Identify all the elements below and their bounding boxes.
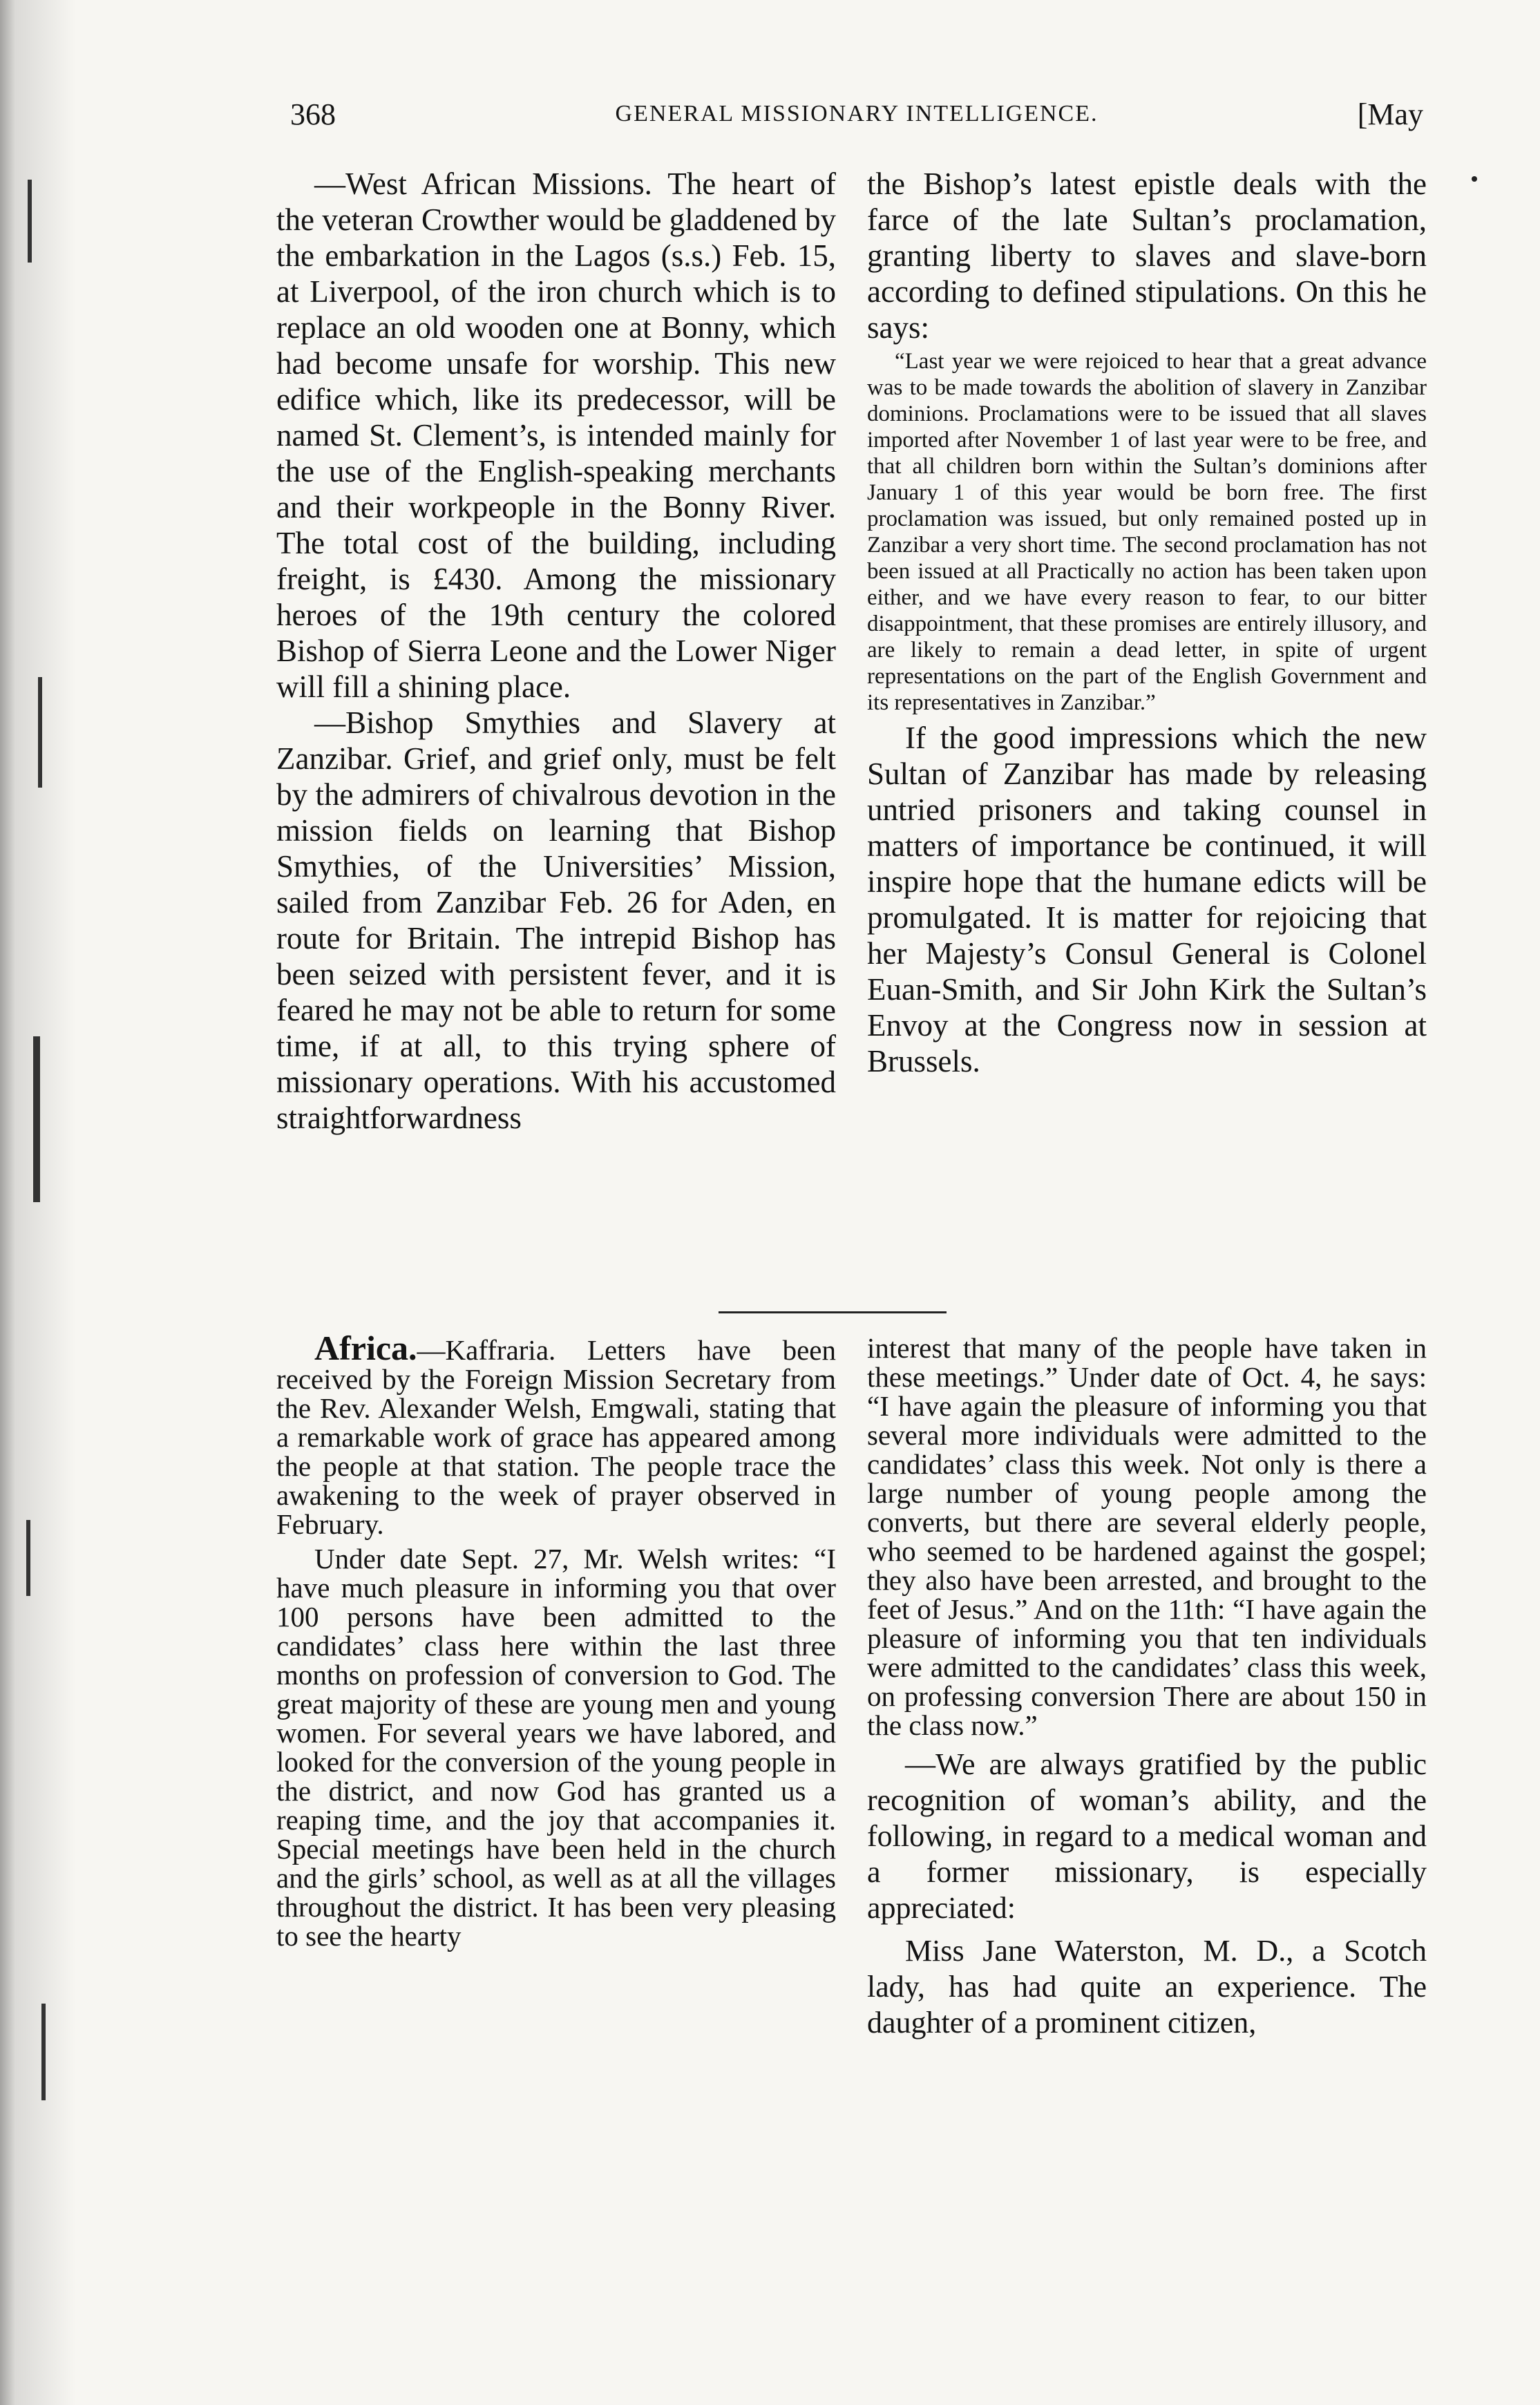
month-marker: [May (1357, 97, 1423, 131)
gutter-mark (38, 677, 42, 788)
page-number: 368 (290, 97, 336, 131)
column-bottom-left (276, 1329, 836, 1952)
paragraph-jane-waterston: Miss Jane Waterston, M. D., a Scotch lady, has had quite an experience. The daughter of a prominent citizen, (867, 1934, 1427, 2040)
paragraph-meetings: interest that many of the people have taken in these meetings.” Under date of Oct. 4, he says: “I have again the pleasure of informing you that several more individuals were admitted to the candidates’ class this week. Not only is there a large number of young people among the converts, but there are several elderly people, who seemed to be hardened against the gospel; they also have been arrested, and brought to the feet of Jesus.” And on the 11th: “I have again the pleasure of informing you that ten individuals were admitted to the candidates’ class this week, on professing conversion There are about 150 in the class now.” (867, 1332, 1427, 1741)
running-title: GENERAL MISSIONARY INTELLIGENCE. (615, 101, 1099, 126)
binding-gutter-shadow (0, 0, 76, 2405)
section-divider (719, 1311, 947, 1313)
page-header (290, 97, 1423, 145)
margin-dot (1472, 176, 1477, 182)
paragraph-welsh-letter: Under date Sept. 27, Mr. Welsh writes: “I have much pleasure in informing you that over 100 persons have been admitted to the candidates’ class here within the last three months on profession of conversion to God. The great majority of these are young men and young women. For several years we have labored, and looked for the conversion of the young people in the district, and now God has granted us a reaping time, and the joy that accompanies it. Special meetings have been held in the church and the girls’ school, as well as at all the villages throughout the district. It has been very pleasing to see the hearty (276, 1543, 836, 1952)
paragraph-new-sultan: If the good impressions which the new Sultan of Zanzibar has made by releasing untried prisoners and taking counsel in matters of importance be continued, it will inspire hope that the humane edicts will be promulgated. It is matter for rejoicing that her Majesty’s Consul General is Colonel Euan-Smith, and Sir John Kirk the Sultan’s Envoy at the Congress now in session at Brussels. (867, 721, 1427, 1078)
quoted-letter: “Last year we were rejoiced to hear that a great advance was to be made towards the abolition of slavery in Zanzibar dominions. Proclamations were to be issued that all slaves imported after November 1 of last year were to be free, and that all children born within the Sultan’s dominions after January 1 of this year would be born free. The first proclamation was issued, but only remained posted up in Zanzibar a very short time. The second proclamation has not been issued at all Practically no action has been taken upon either, and we have every reason to fear, to our bitter disappointment, that these promises are entirely illusory, and are likely to remain a dead letter, in spite of urgent representations on the part of the English Government and its representatives in Zanzibar.” (867, 349, 1427, 715)
paragraph-west-african-missions: —West African Missions. The heart of the veteran Crowther would be gladdened by the embarkation in the Lagos (s.s.) Feb. 15, at Liverpool, of the iron church which is to replace an old wooden one at Bonny, which had become unsafe for worship. This new edifice which, like its predecessor, will be named St. Clement’s, is intended mainly for the use of the English-speaking merchants and their workpeople in the Bonny River. The total cost of the building, including freight, is £430. Among the missionary heroes of the 19th century the colored Bishop of Sierra Leone and the Lower Niger will fill a shining place. (276, 167, 836, 704)
gutter-mark (28, 180, 32, 263)
column-bottom-right (867, 1333, 1427, 2041)
paragraph-epistle: the Bishop’s latest epistle deals with the farce of the late Sultan’s proclamation, granting liberty to slaves and slave-born according to defined stipulations. On this he says: (867, 167, 1427, 345)
column-top-right (867, 166, 1427, 1079)
paragraph-womans-ability: —We are always gratified by the public recognition of woman’s ability, and the following, in regard to a medical woman and a former missionary, is especially appreciated: (867, 1747, 1427, 1925)
gutter-mark (26, 1520, 30, 1596)
gutter-mark (41, 2004, 46, 2100)
paragraph-kaffraria (276, 1329, 836, 1540)
section-heading-africa: Africa. (314, 1329, 417, 1367)
gutter-mark (33, 1036, 40, 1202)
column-top-left (276, 166, 836, 1136)
paragraph-bishop-smythies: —Bishop Smythies and Slavery at Zanzibar. Grief, and grief only, must be felt by the admirers of chivalrous devotion in the mission fields on learning that Bishop Smythies, of the Universities’ Mission, sailed from Zanzibar Feb. 26 for Aden, en route for Britain. The intrepid Bishop has been seized with persistent fever, and it is feared he may not be able to return for some time, if at all, to this trying sphere of missionary operations. With his accustomed straightforwardness (276, 705, 836, 1135)
paragraph-kaffraria-text: —Kaffraria. Letters have been received by the Foreign Mission Secretary from the Rev. Alexander Welsh, Emgwali, stating that a remarkable work of grace has appeared among the people at that station. The people trace the awakening to the week of prayer observed in February. (276, 1334, 836, 1540)
